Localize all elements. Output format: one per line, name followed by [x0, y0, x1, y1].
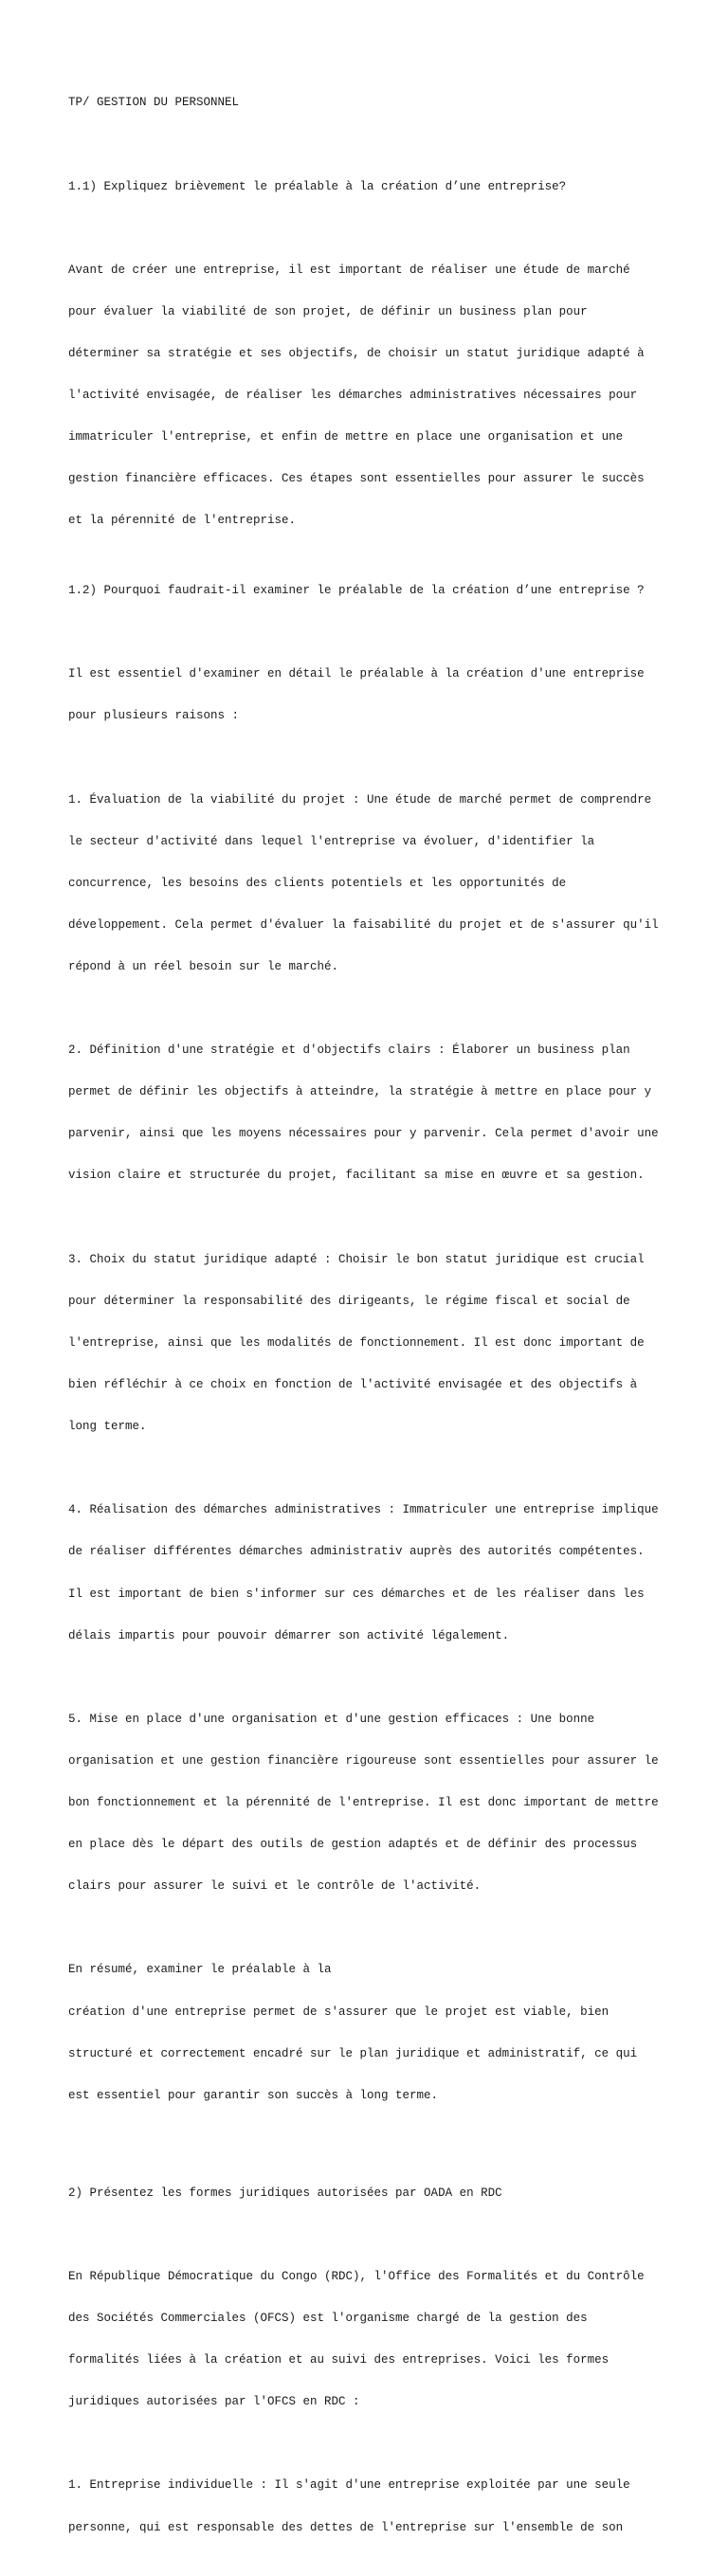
- question-1-2: 1.2) Pourquoi faudrait-il examiner le préalable de la création d’une entreprise ?: [68, 583, 645, 597]
- document-title: TP/ GESTION DU PERSONNEL: [68, 96, 240, 110]
- answer-1-2-intro: Il est essentiel d'examiner en détail le préalable à la création d'une entreprise pour plusieurs raisons :: [68, 667, 645, 723]
- question-2: 2) Présentez les formes juridiques autorisées par OADA en RDC: [68, 2186, 502, 2200]
- list-item: 3. Choix du statut juridique adapté : Choisir le bon statut juridique est crucial pour déterminer la responsabilité des dirigeants, le régime fiscal et social de l'entreprise, ainsi que les modalités de fonctionnement. Il est donc important de bien réfléchir à ce choix en fonction de l'activité envisagée et des objectifs à long terme.: [68, 1252, 645, 1434]
- summary-paragraph: En résumé, examiner le préalable à la création d'une entreprise permet de s'assurer que le projet est viable, bien structuré et correctement encadré sur le plan juridique et administratif, ce qui est essentiel pour garantir son succès à long terme.: [68, 1963, 638, 2102]
- list-item: 1. Évaluation de la viabilité du projet : Une étude de marché permet de comprendre le secteur d'activité dans lequel l'entreprise va évoluer, d'identifier la concurrence, les besoins des clients potentiels et les opportunités de développement. Cela permet d'évaluer la faisabilité du projet et de s'assurer qu'il répond à un réel besoin sur le marché.: [68, 792, 659, 973]
- answer-2-intro: En République Démocratique du Congo (RDC), l'Office des Formalités et du Contrôle des Sociétés Commerciales (OFCS) est l'organisme chargé de la gestion des formalités liées à la création et au suivi des entreprises. Voici les formes juridiques autorisées par l'OFCS en RDC :: [68, 2269, 645, 2409]
- answer-1-1: Avant de créer une entreprise, il est important de réaliser une étude de marché pour évaluer la viabilité de son projet, de définir un business plan pour déterminer sa stratégie et ses objectifs, de choisir un statut juridique adapté à l'activité envisagée, de réaliser les démarches administratives nécessaires pour immatriculer l'entreprise, et enfin de mettre en place une organisation et une gestion financière efficaces. Ces étapes sont essentielles pour assurer le succès et la pérennité de l'entreprise.: [68, 263, 645, 528]
- list-item: 2. Définition d'une stratégie et d'objectifs clairs : Élaborer un business plan permet de définir les objectifs à atteindre, la stratégie à mettre en place pour y parvenir, ainsi que les moyens nécessaires pour y parvenir. Cela permet d'avoir une vision claire et structurée du projet, facilitant sa mise en œuvre et sa gestion.: [68, 1043, 659, 1183]
- list-item: 5. Mise en place d'une organisation et d'une gestion efficaces : Une bonne organisation et une gestion financière rigoureuse sont essentielles pour assurer le bon fonctionnement et la pérennité de l'entreprise. Il est donc important de mettre en place dès le départ des outils de gestion adaptés et de définir des processus clairs pour assurer le suivi et le contrôle de l'activité.: [68, 1712, 659, 1894]
- question-1-1: 1.1) Expliquez brièvement le préalable à la création d’une entreprise?: [68, 179, 567, 193]
- list-item: 4. Réalisation des démarches administratives : Immatriculer une entreprise implique de réaliser différentes démarches administrativ auprès des autorités compétentes. Il est important de bien s'informer sur ces démarches et de les réaliser dans les délais impartis pour pouvoir démarrer son activité légalement.: [68, 1503, 659, 1642]
- document-page: [68, 68, 675, 2576]
- list-item: 1. Entreprise individuelle : Il s'agit d'une entreprise exploitée par une seule personne, qui est responsable des dettes de l'entreprise sur l'ensemble de son: [68, 2478, 630, 2534]
